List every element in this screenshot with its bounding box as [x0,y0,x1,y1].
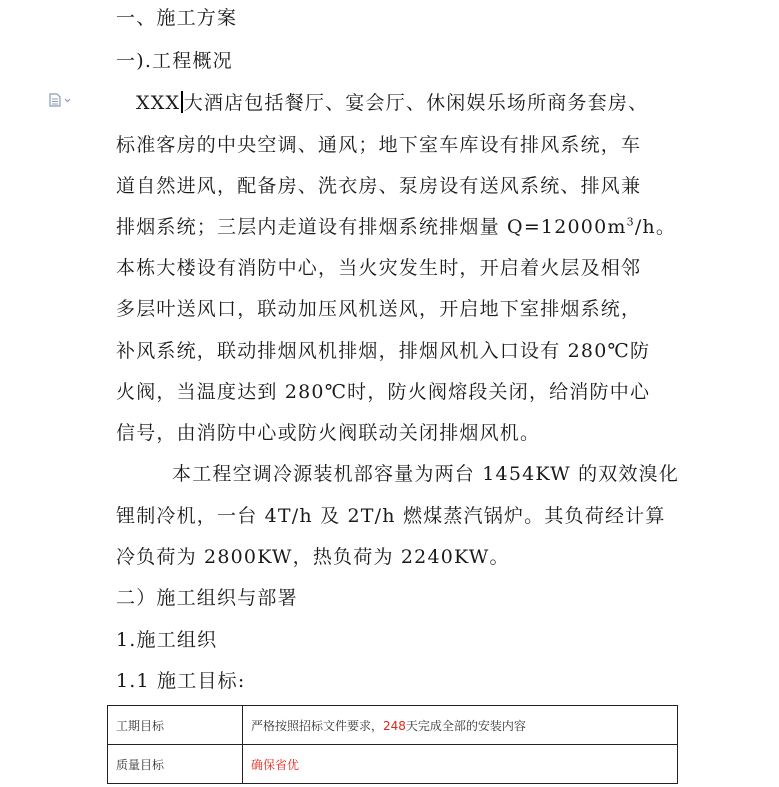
paragraph-1-line-2: 标准客房的中央空调、通风；地下室车库设有排风系统，车 [116,134,642,156]
section-heading-2: 一).工程概况 [116,50,233,72]
paragraph-lead-text: XXX [136,92,181,114]
exhaust-volume-unit: /h。 [634,216,677,238]
quality-goal-highlight: 确保省优 [251,757,300,772]
table-row [108,706,678,745]
paragraph-1-line-1-text: 大酒店包括餐厅、宴会厅、休闲娱乐场所商务套房、 [183,92,649,114]
paragraph-1-line-6: 多层叶送风口，联动加压风机送风，开启地下室排烟系统， [116,298,642,320]
section-heading-1: 一、施工方案 [116,7,238,29]
document-icon[interactable] [48,92,74,106]
paragraph-1-line-3: 道自然进风，配备房、洗衣房、泵房设有送风系统、排风兼 [116,175,642,197]
table-row [108,745,678,784]
paragraph-1-line-9: 信号，由消防中心或防火阀联动关闭排烟风机。 [116,422,541,444]
exhaust-volume-text: 排烟系统；三层内走道设有排烟系统排烟量 Q=12000m [116,216,627,238]
text-cursor [181,91,183,113]
paragraph-2-line-3: 冷负荷为 2800KW，热负荷为 2240KW。 [116,546,510,568]
paragraph-2-line-2: 锂制冷机，一台 4T/h 及 2T/h 燃煤蒸汽锅炉。其负荷经计算 [116,505,666,527]
table-cell-label: 质量目标 [108,745,243,784]
paragraph-2-line-1: 本工程空调冷源装机部容量为两台 1454KW 的双效溴化 [172,463,680,485]
paragraph-1-line-7: 补风系统，联动排烟风机排烟，排烟风机入口设有 280℃防 [116,340,651,362]
schedule-text-end: 天完成全部的安装内容 [405,718,526,733]
paragraph-1-line-5: 本栋大楼设有消防中心，当火灾发生时，开启着火层及相邻 [116,257,642,279]
table-cell-value [243,745,678,784]
schedule-text: 严格按照招标文件要求， [251,718,384,733]
section-heading-5: 1.1 施工目标: [116,670,246,692]
goals-table [107,705,678,784]
superscript-3: 3 [626,215,635,229]
paragraph-1-line-1 [136,91,648,115]
paragraph-1-line-4 [116,215,676,239]
schedule-days-highlight: 248 [383,718,406,733]
section-heading-3: 二）施工组织与部署 [116,587,298,609]
table-cell-label: 工期目标 [108,706,243,745]
table-cell-value [243,706,678,745]
paragraph-1-line-8: 火阀，当温度达到 280℃时，防火阀熔段关闭，给消防中心 [116,381,651,403]
section-heading-4: 1.施工组织 [116,629,218,651]
